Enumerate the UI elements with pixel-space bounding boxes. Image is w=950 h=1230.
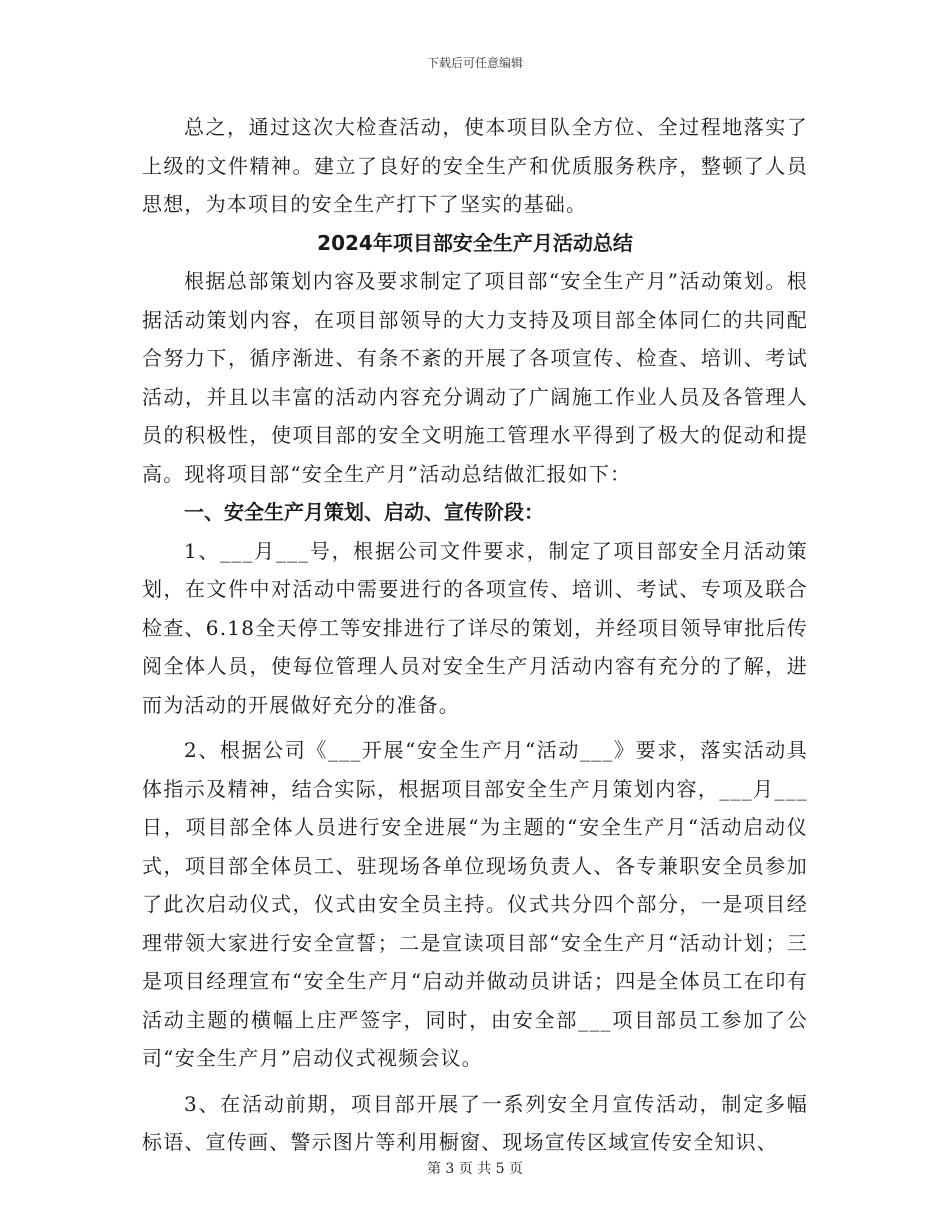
page-footer: 第 3 页 共 5 页 bbox=[426, 1161, 524, 1177]
list-item: 3、在活动前期，项目部开展了一系列安全月宣传活动，制定多幅标语、宣传画、警示图片等利用橱窗、现场宣传区域宣传安全知识、 bbox=[142, 1091, 808, 1154]
intro-paragraph: 总之，通过这次大检查活动，使本项目队全方位、全过程地落实了上级的文件精神。建立了良好的安全生产和优质服务秩序，整顿了人员思想，为本项目的安全生产打下了坚实的基础。 bbox=[142, 115, 808, 216]
list-item: 1、___月___号，根据公司文件要求，制定了项目部安全月活动策划，在文件中对活动中需要进行的各项宣传、培训、考试、专项及联合检查、6.18全天停工等安排进行了详尽的策划，并经项目领导审批后传阅全体人员，使每位管理人员对安全生产月活动内容有充分的了解，进而为活动的开展做好充分的准备。 bbox=[142, 538, 808, 717]
list-item: 2、根据公司《___开展“安全生产月“活动___》要求，落实活动具体指示及精神，结合实际，根据项目部安全生产月策划内容，___月___日，项目部全体人员进行安全进展“为主题的“安全生产月“活动启动仪式，项目部全体员工、驻现场各单位现场负责人、各专兼职安全员参加了此次启动仪式，仪式由安全员主持。仪式共分四个部分，一是项目经理带领大家进行安全宣誓；二是宣读项目部“安全生产月“活动计划；三是项目经理宣布“安全生产月“启动并做动员讲话；四是全体员工在印有活动主题的横幅上庄严签字，同时，由安全部___项目部员工参加了公司“安全生产月”启动仪式视频会议。 bbox=[142, 738, 808, 1070]
section-heading: 一、安全生产月策划、启动、宣传阶段： bbox=[184, 500, 544, 524]
document-title: 2024年项目部安全生产月活动总结 bbox=[317, 230, 633, 255]
page-header: 下载后可任意编辑 bbox=[426, 56, 523, 70]
document-body bbox=[142, 108, 808, 1162]
body-paragraph: 根据总部策划内容及要求制定了项目部“安全生产月”活动策划。根据活动策划内容，在项目部领导的大力支持及项目部全体同仁的共同配合努力下，循序渐进、有条不紊的开展了各项宣传、检查、培训、考试活动，并且以丰富的活动内容充分调动了广阔施工作业人员及各管理人员的积极性，使项目部的安全文明施工管理水平得到了极大的促动和提高。现将项目部“安全生产月”活动总结做汇报如下： bbox=[142, 269, 808, 486]
